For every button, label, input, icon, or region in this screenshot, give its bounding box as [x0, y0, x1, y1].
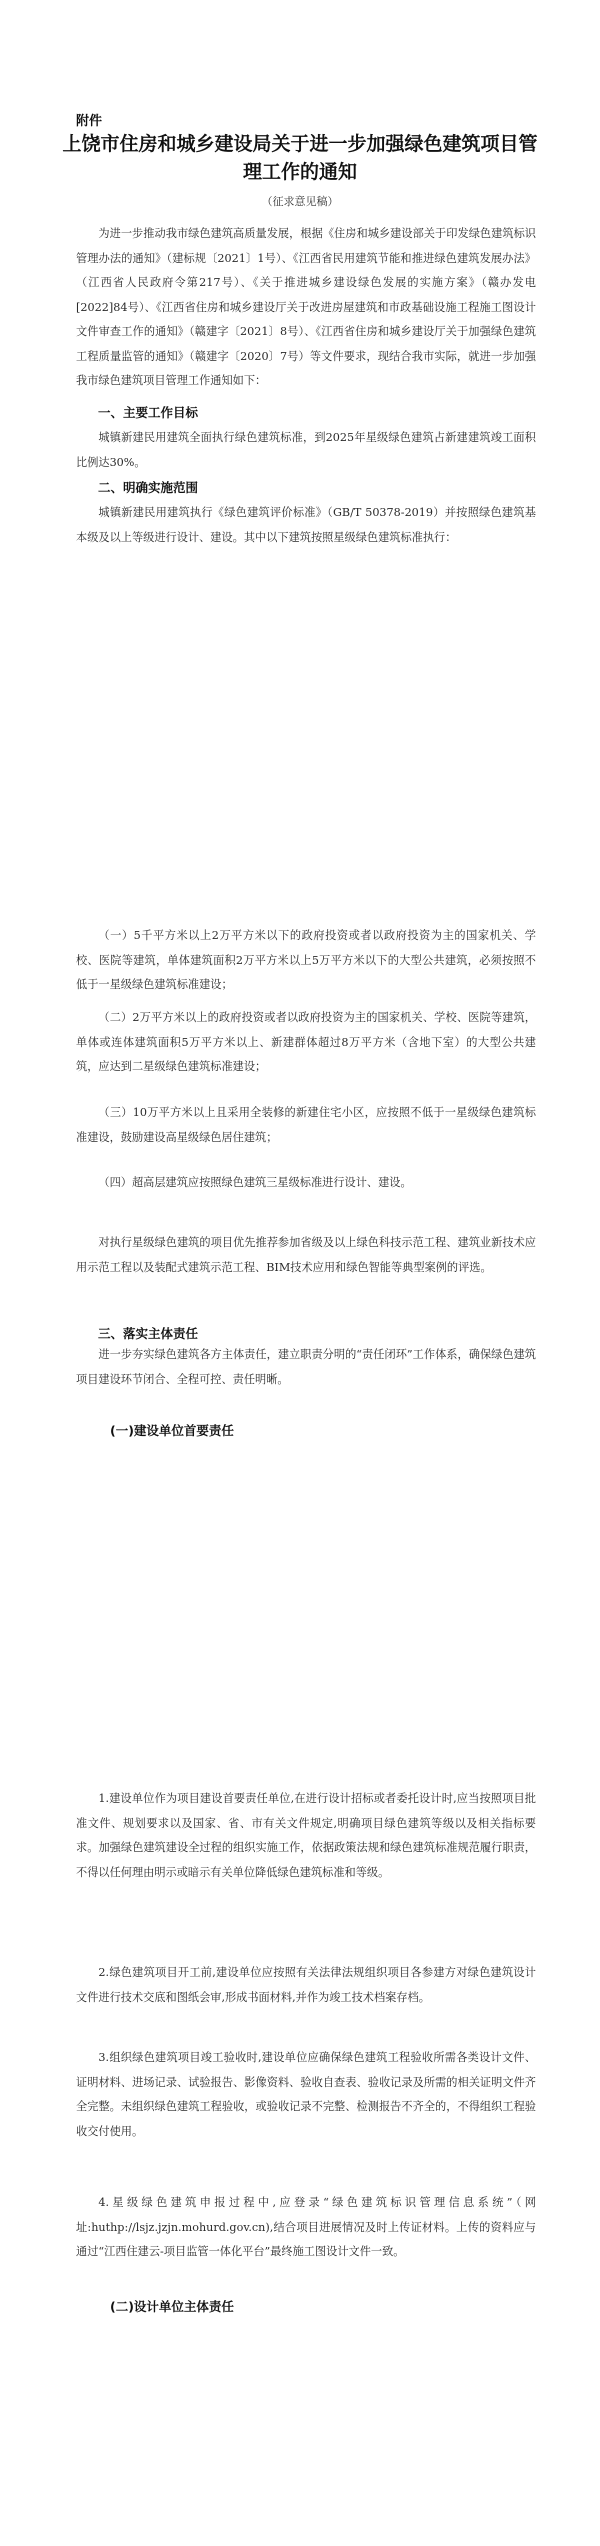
document-title: 上饶市住房和城乡建设局关于进一步加强绿色建筑项目管理工作的通知: [62, 133, 538, 183]
list-item: （一）5千平方米以上2万平方米以下的政府投资或者以政府投资为主的国家机关、学校、医院等建筑，单体建筑面积2万平方米以上5万平方米以下的大型公共建筑，必须按照不低于一星级绿色建筑标准建设；: [76, 929, 536, 991]
document-subtitle: （征求意见稿）: [261, 195, 339, 208]
section-2-closing: 对执行星级绿色建筑的项目优先推荐参加省级及以上绿色科技示范工程、建筑业新技术应用示范工程以及装配式建筑示范工程、BIM技术应用和绿色智能等典型案例的评选。: [76, 1236, 536, 1274]
intro-paragraph: 为进一步推动我市绿色建筑高质量发展，根据《住房和城乡建设部关于印发绿色建筑标识管理办法的通知》（建标规〔2021〕1号）、《江西省民用建筑节能和推进绿色建筑发展办法》（江西省人民政府令第217号）、《关于推进城乡建设绿色发展的实施方案》（赣办发电[2022]84号）、《江西省住房和城乡建设厅关于改进房屋建筑和市政基础设施工程施工图设计文件审查工作的通知》（赣建字〔2021〕8号）、《江西省住房和城乡建设厅关于加强绿色建筑工程质量监管的通知》（赣建字〔2020〕7号）等文件要求，现结合我市实际，就进一步加强我市绿色建筑项目管理工作通知如下：: [76, 227, 536, 387]
list-item: （二）2万平方米以上的政府投资或者以政府投资为主的国家机关、学校、医院等建筑，单体或连体建筑面积5万平方米以上、新建群体超过8万平方米（含地下室）的大型公共建筑，应达到二星级绿色建筑标准建设；: [76, 1011, 536, 1073]
list-item: 3.组织绿色建筑项目竣工验收时,建设单位应确保绿色建筑工程验收所需各类设计文件、证明材料、进场记录、试验报告、影像资料、验收自查表、验收记录及所需的相关证明文件齐全完整。未组织绿色建筑工程验收，或验收记录不完整、检测报告不齐全的，不得组织工程验收交付使用。: [76, 2051, 536, 2138]
section-1-text: 城镇新建民用建筑全面执行绿色建筑标准，到2025年星级绿色建筑占新建建筑竣工面积比例达30%。: [76, 431, 536, 469]
list-item: 4.星级绿色建筑申报过程中,应登录“绿色建筑标识管理信息系统”（网址:huthp://lsjz.jzjn.mohurd.gov.cn),结合项目进展情况及时上传证材料。上传的资料应与通过“江西住建云-项目监管一体化平台”最终施工图设计文件一致。: [76, 2196, 536, 2258]
list-item: （四）超高层建筑应按照绿色建筑三星级标准进行设计、建设。: [98, 1176, 412, 1189]
section-2-heading: 二、明确实施范围: [98, 480, 199, 495]
section-2-text: 城镇新建民用建筑执行《绿色建筑评价标准》（GB/T 50378-2019）并按照绿色建筑基本级及以上等级进行设计、建设。其中以下建筑按照星级绿色建筑标准执行：: [76, 506, 536, 544]
list-item: 1.建设单位作为项目建设首要责任单位,在进行设计招标或者委托设计时,应当按照项目批准文件、规划要求以及国家、省、市有关文件规定,明确项目绿色建筑等级以及相关指标要求。加强绿色建筑建设全过程的组织实施工作，依据政策法规和绿色建筑标准规范履行职责，不得以任何理由明示或暗示有关单位降低绿色建筑标准和等级。: [76, 1792, 536, 1879]
section-1-heading: 一、主要工作目标: [98, 405, 199, 420]
section-3-text: 进一步夯实绿色建筑各方主体责任，建立职责分明的“责任闭环”工作体系，确保绿色建筑项目建设环节闭合、全程可控、责任明晰。: [76, 1348, 536, 1386]
section-3-heading: 三、落实主体责任: [98, 1326, 199, 1341]
subsection-2-heading: (二)设计单位主体责任: [110, 2299, 234, 2314]
list-item: 2.绿色建筑项目开工前,建设单位应按照有关法律法规组织项目各参建方对绿色建筑设计文件进行技术交底和图纸会审,形成书面材料,并作为竣工技术档案存档。: [76, 1966, 536, 2004]
blank-gap: [76, 580, 536, 920]
subsection-1-heading: (一)建设单位首要责任: [110, 1423, 234, 1438]
attachment-label: 附件: [76, 114, 103, 129]
list-item: （三）10万平方米以上且采用全装修的新建住宅小区，应按照不低于一星级绿色建筑标准建设，鼓励建设高星级绿色居住建筑；: [76, 1106, 536, 1144]
blank-gap: [76, 1445, 536, 1785]
